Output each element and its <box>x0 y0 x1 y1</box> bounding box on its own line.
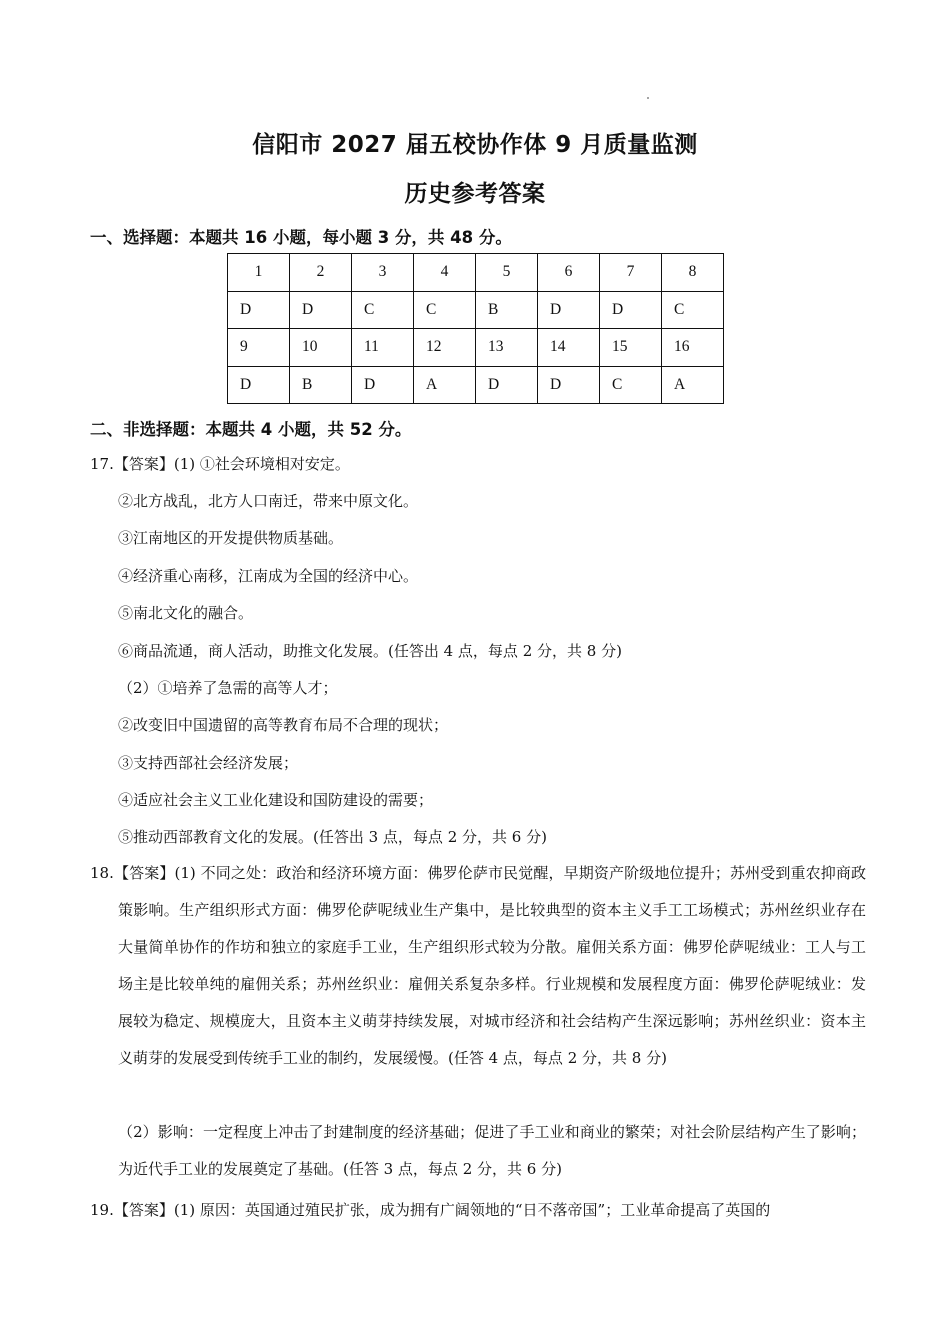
q18-part2-text: （2）影响：一定程度上冲击了封建制度的经济基础；促进了手工业和商业的繁荣；对社会阶层结构产生了影响；为近代手工业的发展奠定了基础。(任答 3 点，每点 2 分，共 6 分) <box>118 1123 866 1178</box>
q17-answer-line: ③江南地区的开发提供物质基础。 <box>118 529 344 547</box>
question-number-cell: 10 <box>290 329 352 367</box>
section-1-heading: 一、选择题：本题共 16 小题，每小题 3 分，共 48 分。 <box>90 228 512 247</box>
answer-cell: B <box>290 366 352 404</box>
question-number-cell: 16 <box>662 329 724 367</box>
q17-answer-line: ②改变旧中国遗留的高等教育布局不合理的现状； <box>118 716 449 734</box>
answer-cell: C <box>414 291 476 329</box>
answer-table <box>227 253 724 404</box>
question-number-cell: 13 <box>476 329 538 367</box>
q19-answer-line: 19.【答案】(1) 原因：英国通过殖民扩张，成为拥有广阔领地的“日不落帝国”；工业革命提高了英国的 <box>90 1201 771 1219</box>
section-2-heading: 二、非选择题：本题共 4 小题，共 52 分。 <box>90 420 412 439</box>
question-number-cell: 3 <box>352 254 414 292</box>
scan-speck <box>647 97 649 99</box>
answer-cell: D <box>538 291 600 329</box>
answer-table-row <box>228 366 724 404</box>
q18-answer-part2 <box>118 1114 866 1188</box>
answer-cell: D <box>352 366 414 404</box>
answer-cell: D <box>476 366 538 404</box>
q17-answer-line: ⑥商品流通，商人活动，助推文化发展。(任答出 4 点，每点 2 分，共 8 分) <box>118 642 622 660</box>
answer-cell: D <box>538 366 600 404</box>
answer-table-row <box>228 291 724 329</box>
question-number-cell: 4 <box>414 254 476 292</box>
question-number-cell: 9 <box>228 329 290 367</box>
question-number-cell: 15 <box>600 329 662 367</box>
question-number-cell: 6 <box>538 254 600 292</box>
q18-part1-text: 18.【答案】(1) 不同之处：政治和经济环境方面：佛罗伦萨市民觉醒，早期资产阶级地位提升；苏州受到重农抑商政策影响。生产组织形式方面：佛罗伦萨呢绒业生产集中，是比较典型的资本主义手工工场模式；苏州丝织业存在大量简单协作的作坊和独立的家庭手工业，生产组织形式较为分散。雇佣关系方面：佛罗伦萨呢绒业：工人与工场主是比较单纯的雇佣关系；苏州丝织业：雇佣关系复杂多样。行业规模和发展程度方面：佛罗伦萨呢绒业：发展较为稳定、规模庞大，且资本主义萌芽持续发展，对城市经济和社会结构产生深远影响；苏州丝织业：资本主义萌芽的发展受到传统手工业的制约，发展缓慢。(任答 4 点，每点 2 分，共 8 分) <box>90 864 866 1067</box>
question-number-cell: 5 <box>476 254 538 292</box>
question-number-cell: 12 <box>414 329 476 367</box>
answer-cell: B <box>476 291 538 329</box>
answer-cell: A <box>414 366 476 404</box>
question-number-cell: 2 <box>290 254 352 292</box>
answer-cell: A <box>662 366 724 404</box>
question-number-cell: 11 <box>352 329 414 367</box>
q17-answer-line: （2）①培养了急需的高等人才； <box>118 679 338 697</box>
question-number-cell: 14 <box>538 329 600 367</box>
q17-answer-line: ④适应社会主义工业化建设和国防建设的需要； <box>118 791 434 809</box>
q17-answer-line: ⑤推动西部教育文化的发展。(任答出 3 点，每点 2 分，共 6 分) <box>118 828 547 846</box>
q17-answer-line: 17.【答案】(1) ①社会环境相对安定。 <box>90 455 350 473</box>
q17-answer-line: ⑤南北文化的融合。 <box>118 604 254 622</box>
answer-cell: D <box>600 291 662 329</box>
q17-answer-line: ②北方战乱，北方人口南迁，带来中原文化。 <box>118 492 419 510</box>
document-title: 信阳市 2027 届五校协作体 9 月质量监测 <box>252 132 698 158</box>
q17-answer-line: ③支持西部社会经济发展； <box>118 754 299 772</box>
answer-cell: D <box>228 291 290 329</box>
question-number-cell: 8 <box>662 254 724 292</box>
answer-cell: D <box>290 291 352 329</box>
q17-answer-line: ④经济重心南移，江南成为全国的经济中心。 <box>118 567 419 585</box>
answer-cell: C <box>352 291 414 329</box>
q18-answer-part1 <box>90 855 866 1077</box>
answer-table-row <box>228 254 724 292</box>
answer-table-row <box>228 329 724 367</box>
question-number-cell: 1 <box>228 254 290 292</box>
answer-cell: C <box>600 366 662 404</box>
document-subtitle: 历史参考答案 <box>404 181 546 207</box>
answer-cell: C <box>662 291 724 329</box>
answer-cell: D <box>228 366 290 404</box>
question-number-cell: 7 <box>600 254 662 292</box>
